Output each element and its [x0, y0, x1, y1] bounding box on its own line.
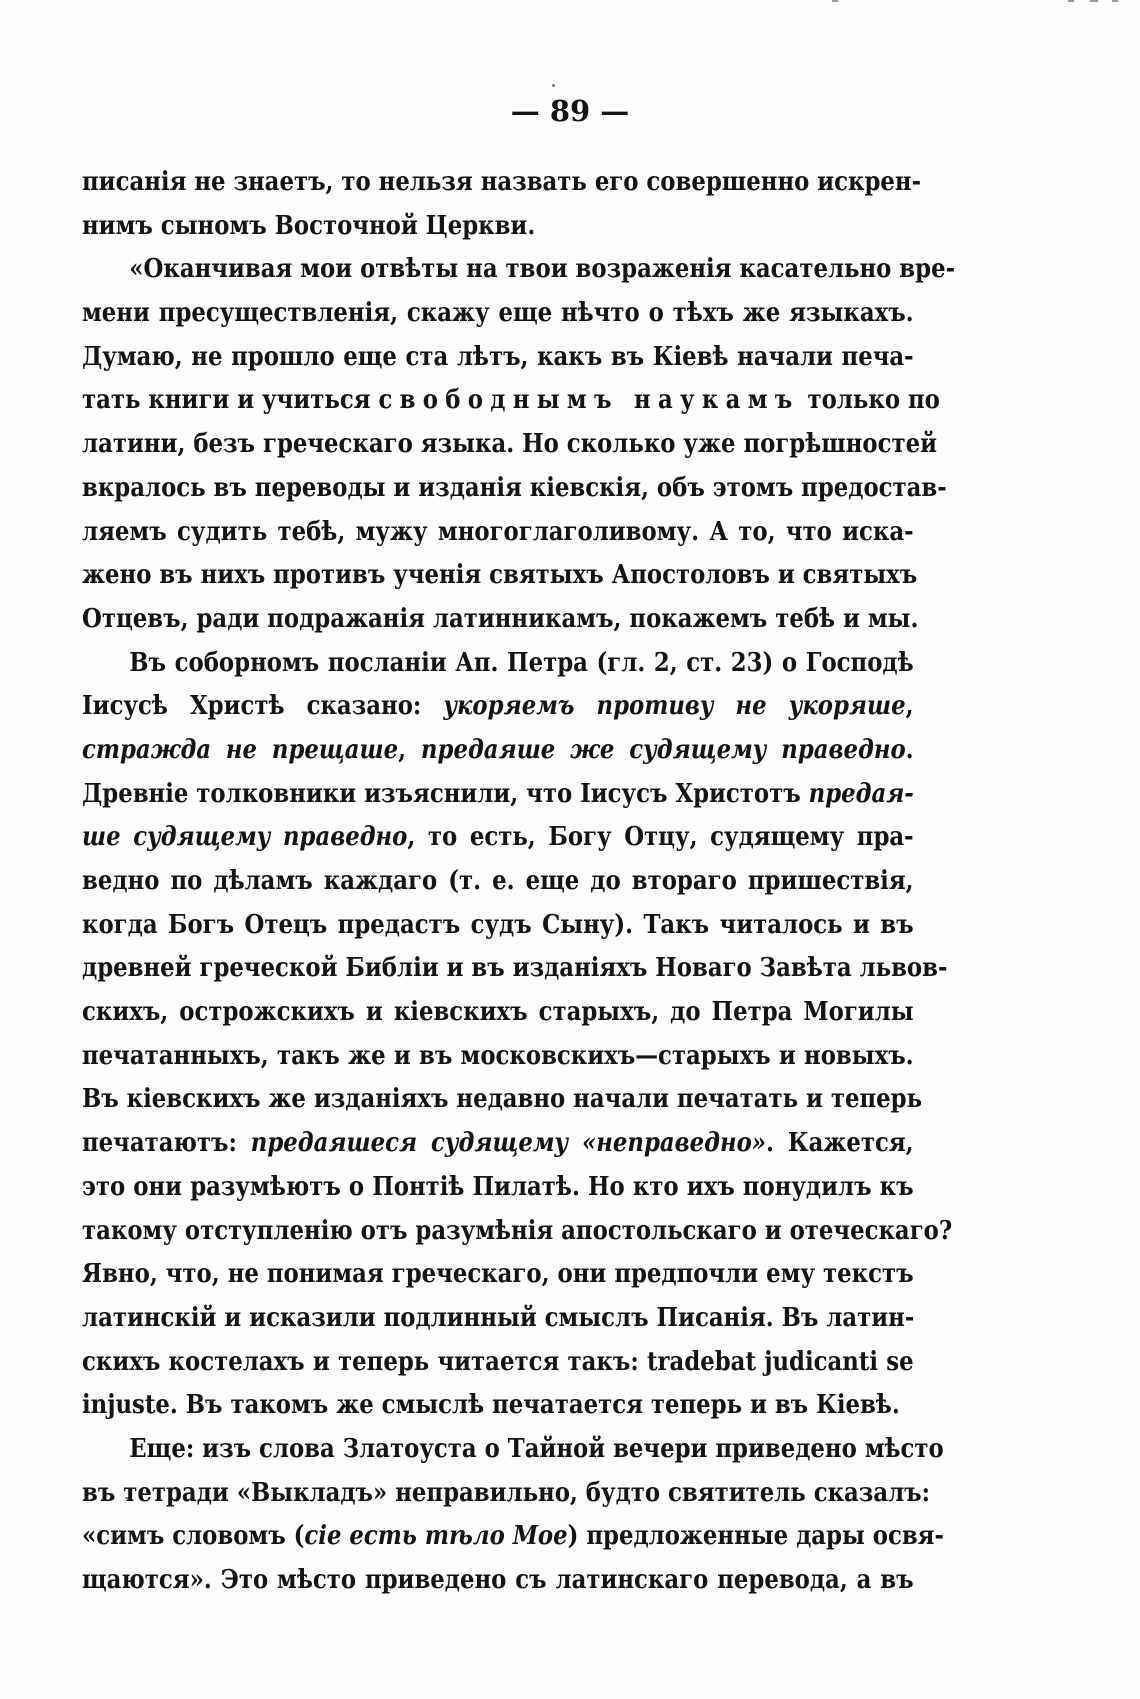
text-run: . Кажется,: [766, 1127, 914, 1159]
text-run: , то есть, Богу Отцу, судящему пра-: [407, 821, 914, 853]
text-line: «Оканчивая мои отвѣты на твои возраженія касательно вре-: [129, 253, 956, 285]
text-line: когда Богъ Отецъ предастъ судъ Сыну). Такъ читалось и въ: [82, 908, 914, 940]
text-line: ведно по дѣламъ каждаго (т. е. еще до втораго пришествія,: [82, 865, 914, 896]
text-line: [82, 728, 914, 772]
page-number: — 89 —: [510, 94, 630, 128]
text-line: [82, 684, 914, 728]
body-text: [82, 160, 956, 1602]
text-line: нимъ сыномъ Восточной Церкви.: [82, 209, 536, 241]
italic-quote: предая-: [808, 777, 914, 809]
spaced-emphasis: свободнымъ наукамъ: [378, 384, 800, 416]
text-line: щаются». Это мѣсто приведено съ латинскаго перевода, а въ: [82, 1564, 914, 1595]
text-line: вкралось въ переводы и изданія кіевскія, объ этомъ предостав-: [82, 471, 947, 503]
text-line: [82, 772, 914, 816]
text-line: въ тетради «Выкладъ» неправильно, будто святитель сказалъ:: [82, 1476, 931, 1508]
text-line: писанія не знаетъ, то нельзя назвать его совершенно искрен-: [82, 166, 922, 197]
text-run: ,: [398, 733, 421, 765]
text-run: «симъ словомъ (: [82, 1520, 305, 1552]
scan-mark: [1068, 0, 1074, 2]
scan-mark: [1090, 0, 1098, 2]
text-line: Думаю, не прошло еще ста лѣтъ, какъ въ Кіевѣ начали печа-: [82, 340, 914, 372]
text-run: только по: [799, 384, 940, 416]
text-run: печатаютъ:: [82, 1127, 251, 1159]
text-line: [82, 1514, 944, 1558]
text-line: Въ соборномъ посланіи Ап. Петра (гл. 2, ст. 23) о Господѣ: [129, 646, 914, 678]
scan-mark: [832, 0, 838, 2]
text-line: ляемъ судить тебѣ, мужу многоглаголивому. А то, что иска-: [82, 515, 914, 547]
text-line: древней греческой Библіи и въ изданіяхъ Новаго Завѣта львов-: [82, 952, 948, 984]
text-run: ,: [905, 690, 914, 722]
italic-quote: стражда не прещаше: [82, 733, 399, 765]
text-line: скихъ, острожскихъ и кіевскихъ старыхъ, до Петра Могилы: [82, 996, 914, 1028]
text-run: .: [905, 733, 914, 765]
text-line: скихъ костелахъ и теперь читается такъ: tradebat judicanti se: [82, 1345, 914, 1377]
text-run: тать книги и учиться: [82, 384, 379, 416]
text-line: [82, 815, 914, 859]
italic-quote: укоряемъ противу не укоряше: [443, 690, 906, 722]
italic-quote: предаяше же судящему праведно: [420, 733, 906, 765]
italic-quote: предаяшеся судящему «неправедно»: [250, 1127, 767, 1159]
text-line: латини, безъ греческаго языка. Но сколько уже погрѣшностей: [82, 428, 938, 460]
text-run: Древніе толковники изъяснили, что Іисусъ Христотъ: [82, 777, 809, 809]
scan-mark: [1112, 0, 1118, 2]
text-run: Іисусѣ Христѣ сказано:: [82, 690, 444, 722]
text-line: [82, 1121, 914, 1165]
text-run: ) предложенные дары освя-: [567, 1520, 944, 1552]
text-line: [82, 378, 940, 422]
text-line: жено въ нихъ противъ ученія святыхъ Апостоловъ и святыхъ: [82, 559, 918, 591]
text-line: Еще: изъ слова Златоуста о Тайной вечери приведено мѣсто: [129, 1432, 944, 1464]
italic-quote: сіе есть тѣло Мое: [304, 1520, 568, 1552]
text-line: Въ кіевскихъ же изданіяхъ недавно начали печатать и теперь: [82, 1083, 923, 1115]
text-line: Отцевъ, ради подражанія латинникамъ, покажемъ тебѣ и мы.: [82, 602, 919, 634]
text-line: injuste. Въ такомъ же смыслѣ печатается теперь и въ Кіевѣ.: [82, 1389, 900, 1421]
text-line: мени пресуществленія, скажу еще нѣчто о тѣхъ же языкахъ.: [82, 297, 914, 329]
text-line: печатанныхъ, такъ же и въ московскихъ—старыхъ и новыхъ.: [82, 1039, 914, 1071]
italic-quote: ше судящему праведно: [82, 821, 408, 853]
text-line: Явно, что, не понимая греческаго, они предпочли ему текстъ: [82, 1258, 914, 1290]
text-line: это они разумѣютъ о Понтіѣ Пилатѣ. Но кто ихъ понудилъ къ: [82, 1170, 914, 1202]
text-line: такому отступленію отъ разумѣнія апостольскаго и отеческаго?: [82, 1214, 953, 1246]
text-line: латинскій и исказили подлинный смыслъ Писанія. Въ латин-: [82, 1301, 915, 1333]
scan-speck: [552, 84, 555, 87]
